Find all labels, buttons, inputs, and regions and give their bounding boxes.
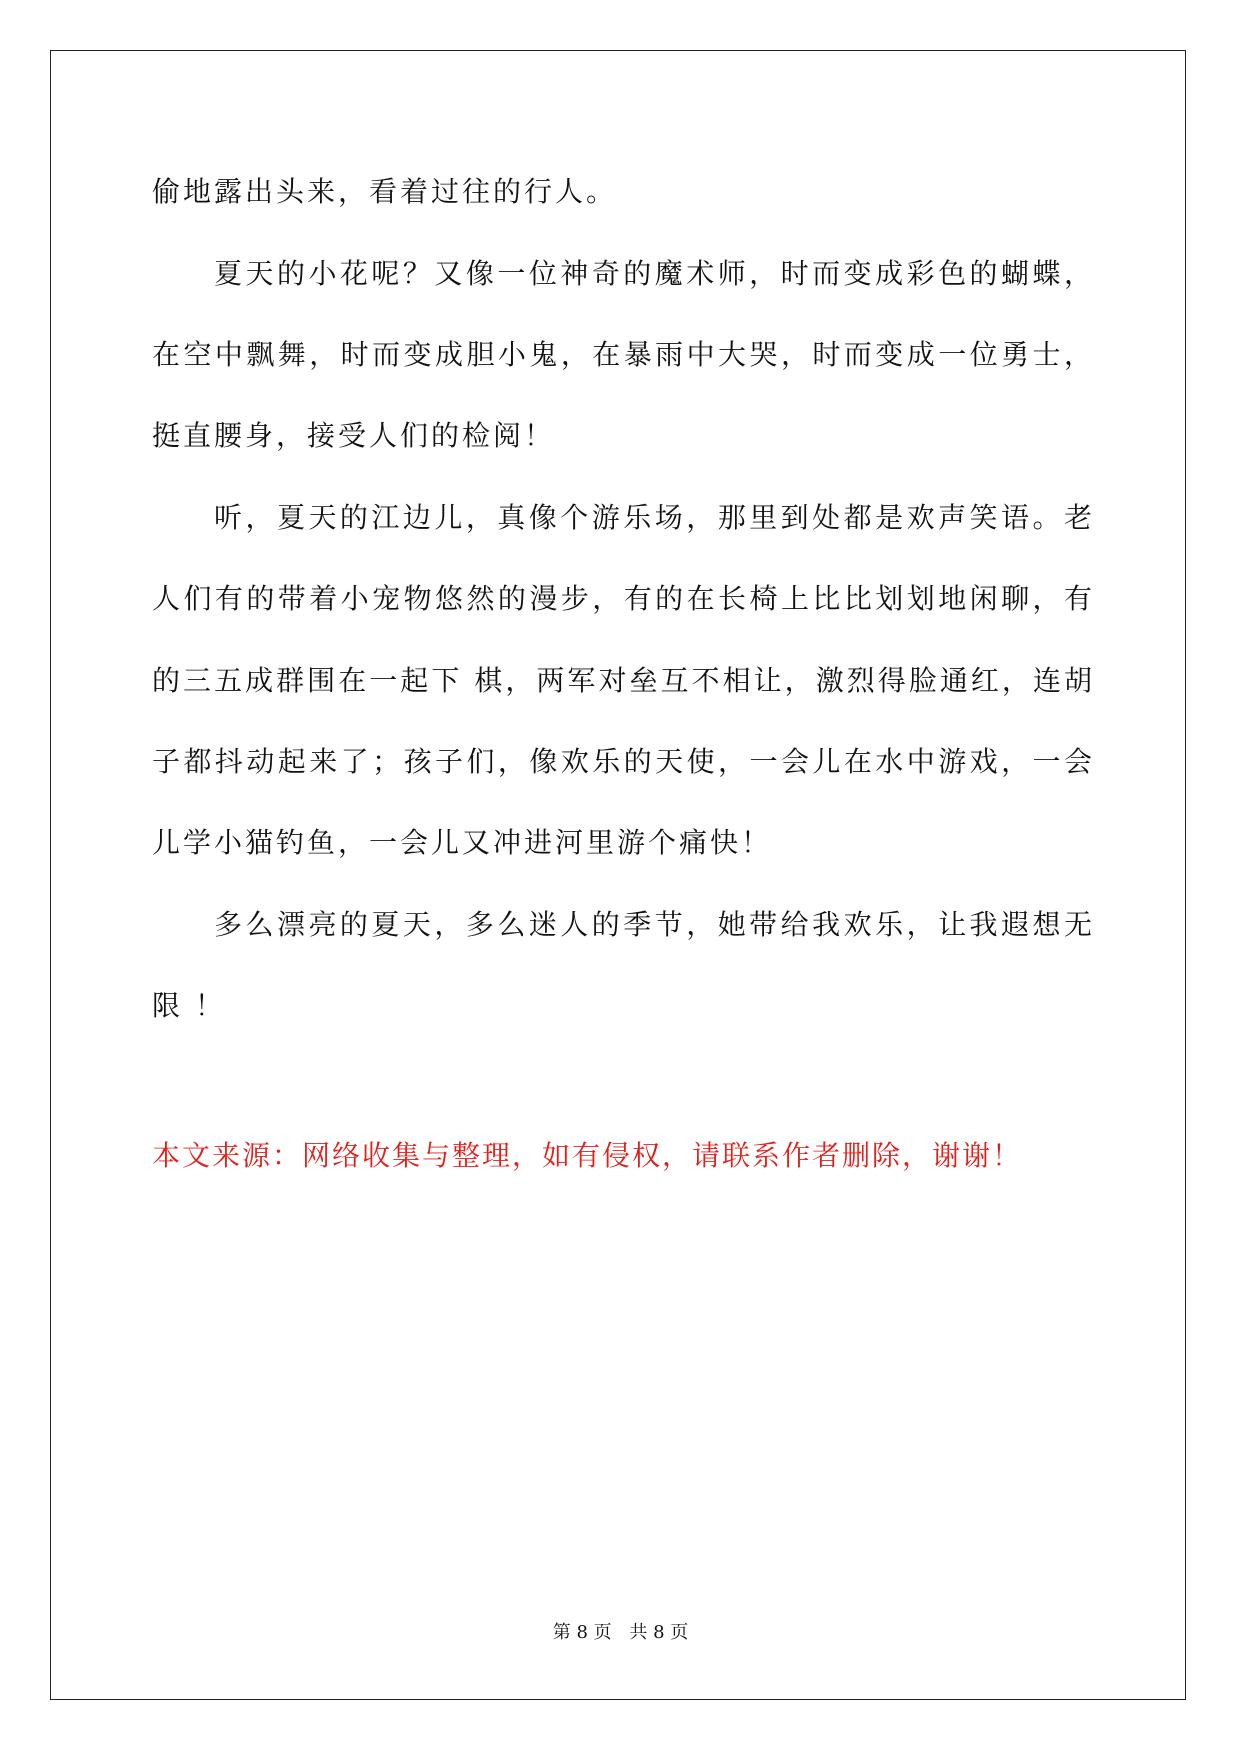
body-line: 听，夏天的江边儿，真像个游乐场，那里到处都是欢声笑语。老 — [214, 501, 1092, 534]
body-line: 限 ！ — [152, 989, 226, 1022]
body-line: 夏天的小花呢？又像一位神奇的魔术师，时而变成彩色的蝴蝶， — [214, 257, 1092, 290]
page-total: 共 8 页 — [629, 1622, 689, 1643]
body-line: 儿学小猫钓鱼，一会儿又冲进河里游个痛快！ — [152, 826, 773, 859]
body-line: 在空中飘舞，时而变成胆小鬼，在暴雨中大哭，时而变成一位勇士， — [152, 338, 1092, 371]
body-line: 挺直腰身，接受人们的检阅！ — [152, 419, 556, 452]
source-disclaimer: 本文来源：网络收集与整理，如有侵权，请联系作者删除，谢谢！ — [152, 1139, 1023, 1172]
body-line: 的三五成群围在一起下 棋，两军对垒互不相让，激烈得脸通红，连胡 — [152, 664, 1092, 697]
body-line: 偷地露出头来，看着过往的行人。 — [152, 175, 618, 208]
body-line: 子都抖动起来了；孩子们，像欢乐的天使，一会儿在水中游戏，一会 — [152, 745, 1092, 778]
page-border — [50, 50, 1186, 1700]
page-number: 第 8 页 — [552, 1622, 612, 1643]
body-line: 人们有的带着小宠物悠然的漫步，有的在长椅上比比划划地闲聊，有 — [152, 582, 1092, 615]
page-footer — [0, 1622, 1241, 1644]
body-line: 多么漂亮的夏天，多么迷人的季节，她带给我欢乐，让我遐想无 — [214, 908, 1092, 941]
